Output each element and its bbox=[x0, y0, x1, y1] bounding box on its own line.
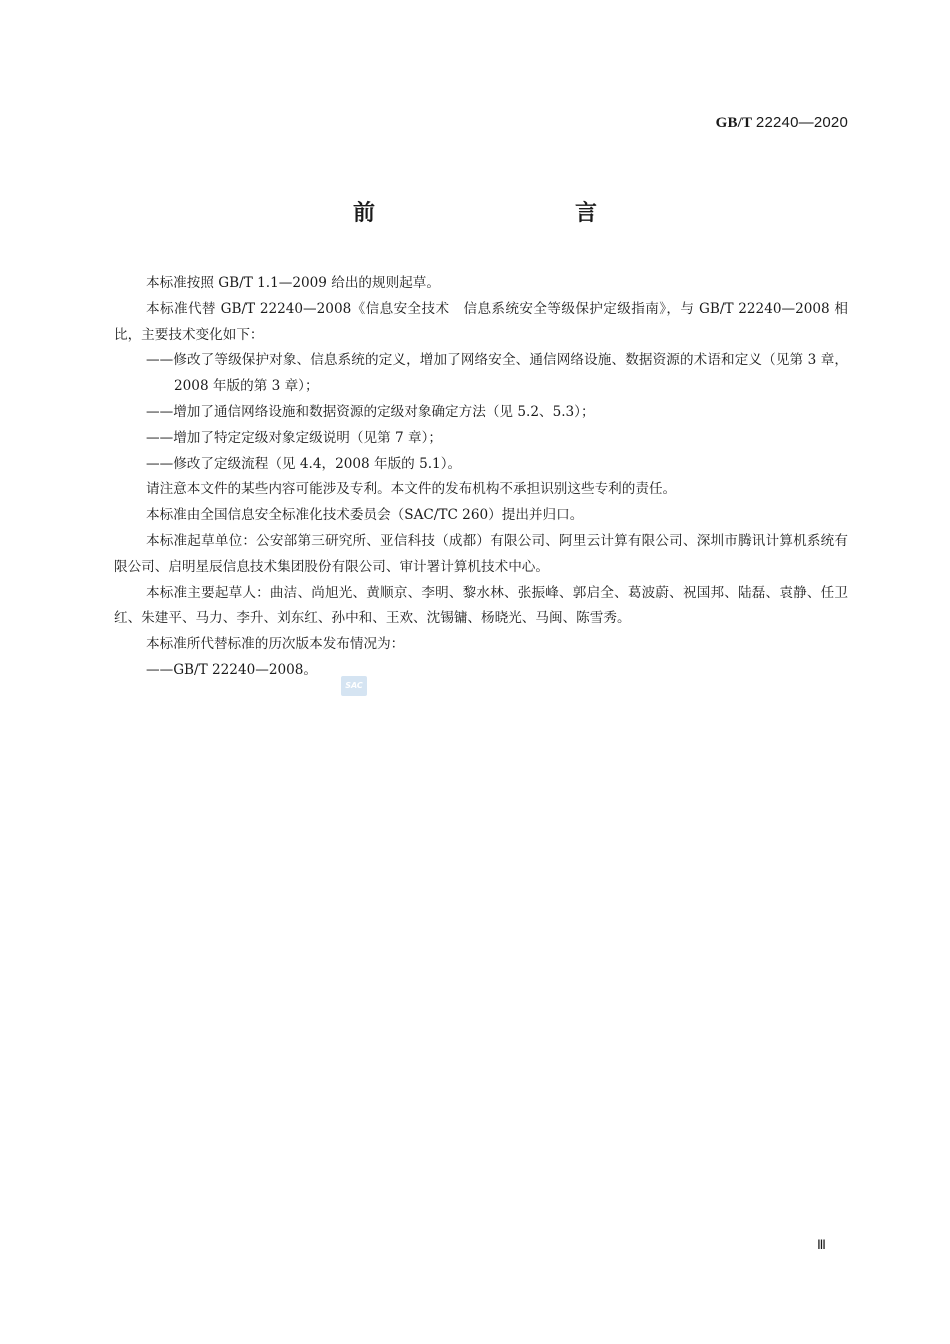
paragraph-drafters: 本标准主要起草人：曲洁、尚旭光、黄顺京、李明、黎水林、张振峰、郭启全、葛波蔚、祝国邦、陆磊、袁静、任卫红、朱建平、马力、李升、刘东红、孙中和、王欢、沈锡镛、杨晓光、马闽、陈雪秀。 bbox=[114, 584, 848, 627]
standard-number bbox=[716, 114, 848, 132]
change-item-object-method: ——增加了通信网络设施和数据资源的定级对象确定方法（见 5.2、5.3）； bbox=[146, 403, 595, 420]
paragraph-proposed-by: 本标准由全国信息安全标准化技术委员会（SAC/TC 260）提出并归口。 bbox=[146, 507, 584, 524]
sac-watermark-logo: SAC bbox=[341, 676, 367, 696]
change-item-specific-objects: ——增加了特定定级对象定级说明（见第 7 章）； bbox=[146, 429, 442, 446]
foreword-body bbox=[114, 271, 848, 684]
page-number: Ⅲ bbox=[817, 1237, 826, 1252]
section-title: 前 言 bbox=[352, 201, 649, 226]
standard-code: 22240—2020 bbox=[755, 114, 848, 131]
change-item-process: ——修改了定级流程（见 4.4，2008 年版的 5.1）。 bbox=[146, 455, 462, 472]
standard-prefix: GB/T bbox=[715, 115, 752, 131]
paragraph-previous-editions: 本标准所代替标准的历次版本发布情况为： bbox=[146, 636, 405, 653]
paragraph-replacement: 本标准代替 GB/T 22240—2008《信息安全技术 信息系统安全等级保护定级指南》，与 GB/T 22240—2008 相比，主要技术变化如下： bbox=[114, 300, 848, 343]
paragraph-drafting-rules: 本标准按照 GB/T 1.1—2009 给出的规则起草。 bbox=[146, 275, 440, 291]
paragraph-patent-notice: 请注意本文件的某些内容可能涉及专利。本文件的发布机构不承担识别这些专利的责任。 bbox=[146, 481, 677, 498]
change-item-definitions: ——修改了等级保护对象、信息系统的定义，增加了网络安全、通信网络设施、数据资源的术语和定义（见第 3 章，2008 年版的第 3 章）； bbox=[146, 352, 848, 395]
previous-edition-item: ——GB/T 22240—2008。 bbox=[146, 661, 318, 678]
paragraph-drafting-units: 本标准起草单位：公安部第三研究所、亚信科技（成都）有限公司、阿里云计算有限公司、深圳市腾讯计算机系统有限公司、启明星辰信息技术集团股份有限公司、审计署计算机技术中心。 bbox=[114, 532, 848, 575]
